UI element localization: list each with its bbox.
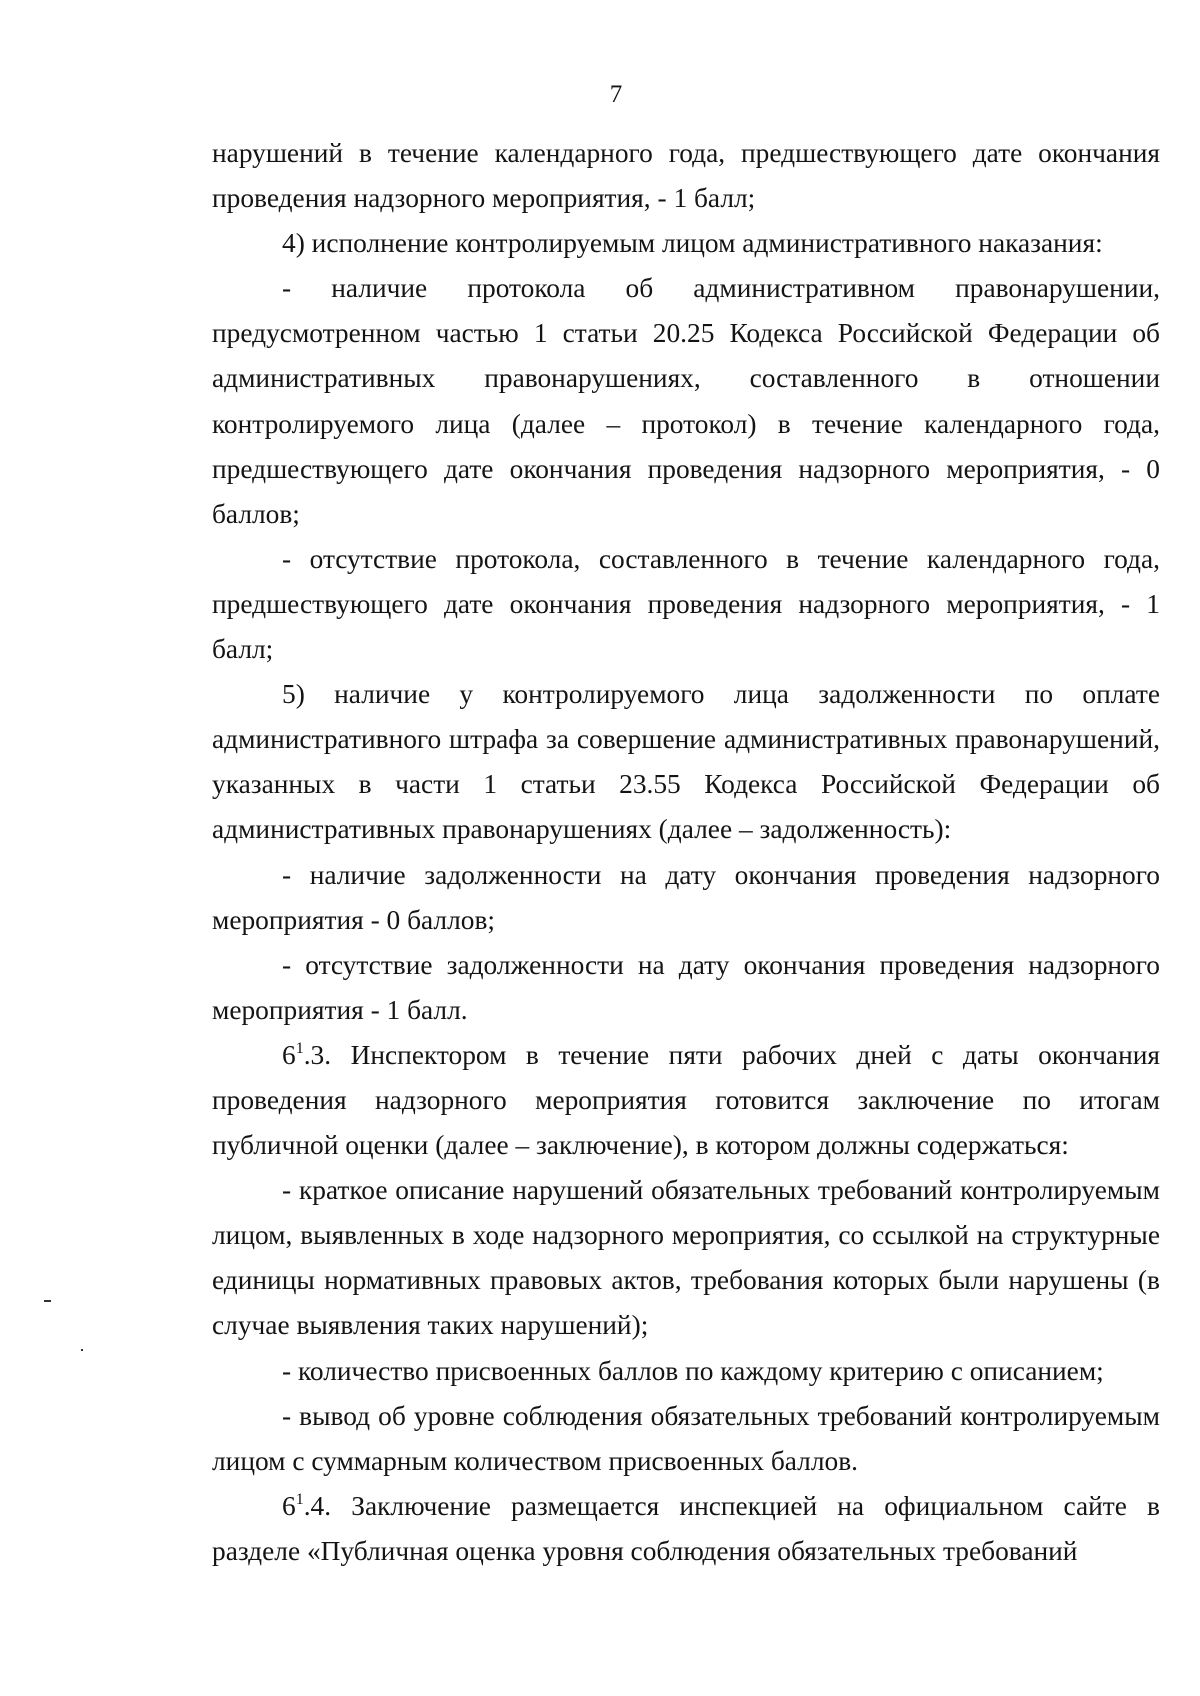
document-body bbox=[212, 131, 1160, 1574]
paragraph-violations-description: - краткое описание нарушений обязательных требований контролируемым лицом, выявленных в ходе надзорного мероприятия, со ссылкой на структурные единицы нормативных правовых актов, требования которых были нарушены (в случае выявления таких нарушений); bbox=[212, 1175, 1160, 1341]
clause-text: .3. Инспектором в течение пяти рабочих дней с даты окончания проведения надзорного мероприятия готовится заключение по итогам публичной оценки (далее – заключение), в котором должны содержаться: bbox=[212, 1039, 1160, 1161]
paragraph-debt-absent: - отсутствие задолженности на дату окончания проведения надзорного мероприятия - 1 балл. bbox=[212, 949, 1160, 1025]
clause-superscript: 1 bbox=[295, 1490, 304, 1508]
clause-number: 6 bbox=[282, 1039, 296, 1070]
clause-superscript: 1 bbox=[295, 1039, 304, 1057]
scan-speck bbox=[81, 1349, 83, 1351]
paragraph-clause-6-1-4 bbox=[212, 1484, 1160, 1574]
paragraph-points-count: - количество присвоенных баллов по каждому критерию с описанием; bbox=[282, 1355, 1104, 1386]
paragraph-item-4: 4) исполнение контролируемым лицом административного наказания: bbox=[282, 228, 1103, 259]
paragraph-clause-6-1-3 bbox=[212, 1033, 1160, 1168]
paragraph-debt-present: - наличие задолженности на дату окончания проведения надзорного мероприятия - 0 баллов; bbox=[212, 859, 1160, 935]
page-number: 7 bbox=[609, 81, 623, 108]
paragraph-protocol-present: - наличие протокола об административном правонарушении, предусмотренном частью 1 статьи 20.25 Кодекса Российской Федерации об административных правонарушениях, составленного в отношении контролируемого лица (далее – протокол) в течение календарного года, предшествующего дате окончания проведения надзорного мероприятия, - 0 баллов; bbox=[212, 273, 1160, 529]
paragraph-continuation: нарушений в течение календарного года, предшествующего дате окончания проведения надзорного мероприятия, - 1 балл; bbox=[212, 138, 1160, 214]
clause-text: .4. Заключение размещается инспекцией на официальном сайте в разделе «Публичная оценка уровня соблюдения обязательных требований bbox=[212, 1490, 1160, 1566]
scan-speck bbox=[44, 1300, 51, 1302]
paragraph-conclusion-level: - вывод об уровне соблюдения обязательных требований контролируемым лицом с суммарным количеством присвоенных баллов. bbox=[212, 1400, 1160, 1476]
clause-number: 6 bbox=[282, 1490, 296, 1521]
paragraph-protocol-absent: - отсутствие протокола, составленного в течение календарного года, предшествующего дате окончания проведения надзорного мероприятия, - 1 балл; bbox=[212, 543, 1160, 665]
paragraph-item-5: 5) наличие у контролируемого лица задолженности по оплате административного штрафа за совершение административных правонарушений, указанных в части 1 статьи 23.55 Кодекса Российской Федерации об административных правонарушениях (далее – задолженность): bbox=[212, 679, 1160, 845]
